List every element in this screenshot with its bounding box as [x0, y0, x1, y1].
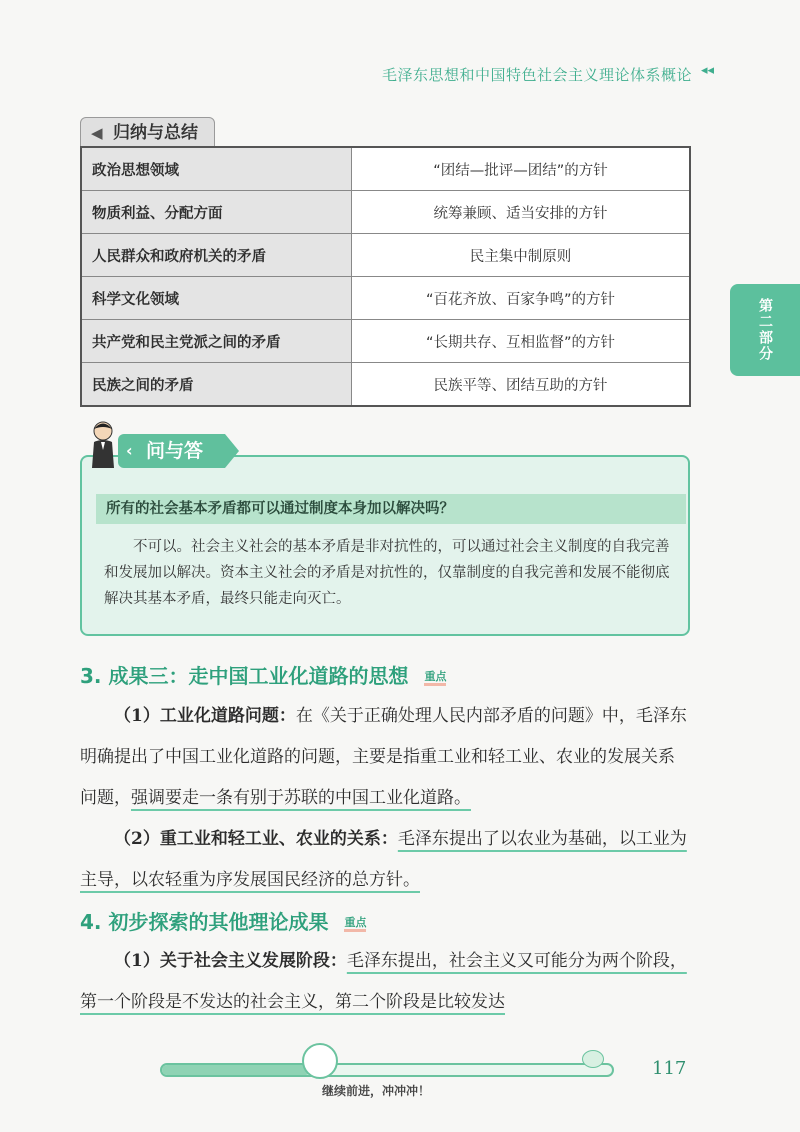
- table-key: 物质利益、分配方面: [81, 191, 352, 234]
- qa-tag-label: 问与答: [146, 440, 204, 462]
- paragraph-title: （2）重工业和轻工业、农业的关系：: [114, 829, 398, 849]
- paragraph: [80, 819, 690, 901]
- chevron-left-icon: ◀: [91, 124, 103, 142]
- reading-progress-bar: [160, 1063, 614, 1077]
- section-heading: [80, 906, 366, 935]
- paragraph-text: 在《关于正确处理人民内部矛盾的问题》中，毛泽东明确提出了中国工业化道路的问题，主要是指重工业和轻工业、农业的发展关系问题，: [80, 706, 687, 808]
- table-row: [81, 320, 690, 363]
- table-value: “长期共存、互相监督”的方针: [352, 320, 691, 363]
- section-heading-text: 3. 成果三：走中国工业化道路的思想: [80, 664, 409, 688]
- summary-tag: [80, 117, 215, 149]
- table-row: [81, 147, 690, 191]
- qa-tag: [118, 434, 225, 468]
- table-row: [81, 363, 690, 407]
- mascot-icon: [302, 1043, 338, 1079]
- table-key: 科学文化领域: [81, 277, 352, 320]
- table-value: 民族平等、团结互助的方针: [352, 363, 691, 407]
- table-value: “团结—批评—团结”的方针: [352, 147, 691, 191]
- table-key: 政治思想领域: [81, 147, 352, 191]
- double-chevron-icon: ◂◂: [700, 63, 714, 78]
- page-number: 117: [652, 1058, 687, 1079]
- key-point-badge: 重点: [424, 670, 446, 686]
- paragraph-title: （1）关于社会主义发展阶段：: [114, 951, 347, 971]
- footer-motto: 继续前进，冲冲冲！: [322, 1084, 431, 1098]
- table-row: [81, 277, 690, 320]
- underlined-text: 毛泽东提出，社会主义又可能分为两个阶段，第一个阶段是不发达的社会主义，第二个阶段是比较发达: [80, 951, 687, 1012]
- paragraph: [80, 696, 690, 819]
- qa-answer: 不可以。社会主义社会的基本矛盾是非对抗性的，可以通过社会主义制度的自我完善和发展加以解决。资本主义社会的矛盾是对抗性的，仅靠制度的自我完善和发展不能彻底解决其基本矛盾，最终只能走向灭亡。: [104, 539, 670, 607]
- summary-tag-label: 归纳与总结: [113, 123, 198, 143]
- progress-fill: [162, 1065, 311, 1075]
- section-heading-text: 4. 初步探索的其他理论成果: [80, 910, 329, 934]
- summary-table: [80, 146, 691, 407]
- running-header-title: 毛泽东思想和中国特色社会主义理论体系概论: [381, 66, 692, 84]
- qa-question: 所有的社会基本矛盾都可以通过制度本身加以解决吗？: [96, 494, 686, 524]
- key-point-badge: 重点: [344, 916, 366, 932]
- paragraph-title: （1）工业化道路问题：: [114, 706, 296, 726]
- section-heading: [80, 660, 446, 689]
- table-key: 民族之间的矛盾: [81, 363, 352, 407]
- underlined-text: 强调要走一条有别于苏联的中国工业化道路。: [131, 788, 471, 808]
- table-value: 统筹兼顾、适当安排的方针: [352, 191, 691, 234]
- table-row: [81, 191, 690, 234]
- underlined-text: 毛泽东提出了以农业为基础，以工业为主导，以农轻重为序发展国民经济的总方针。: [80, 829, 687, 890]
- table-value: 民主集中制原则: [352, 234, 691, 277]
- table-key: 共产党和民主党派之间的矛盾: [81, 320, 352, 363]
- part-side-tab: 第二部分: [730, 284, 800, 376]
- table-key: 人民群众和政府机关的矛盾: [81, 234, 352, 277]
- paragraph: [80, 941, 690, 1023]
- chevron-left-icon: ‹: [126, 441, 133, 460]
- goal-flag-icon: [582, 1050, 604, 1068]
- avatar: [88, 420, 118, 468]
- table-value: “百花齐放、百家争鸣”的方针: [352, 277, 691, 320]
- table-row: [81, 234, 690, 277]
